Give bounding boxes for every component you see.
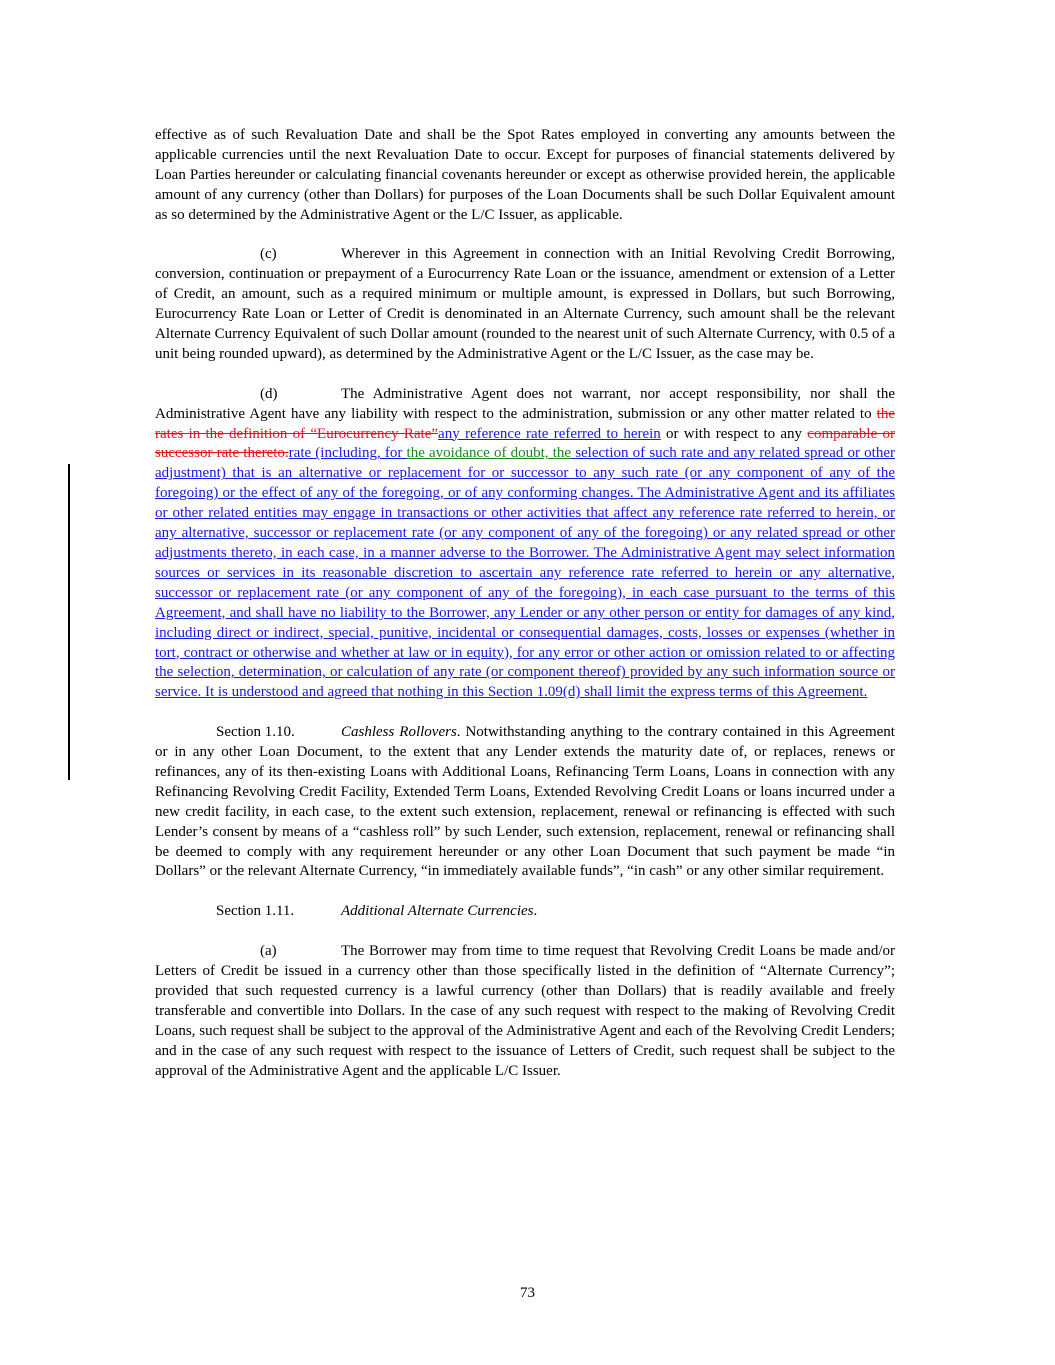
paragraph-d-label: (d) [260, 385, 278, 402]
inserted-text-3: the avoidance of doubt, the [406, 445, 572, 462]
paragraph-d [155, 385, 895, 704]
paragraph-a-text: The Borrower may from time to time request that Revolving Credit Loans be made and/or Letters of Credit be issued in a currency other than those specifically listed in the definition of “Alternate Currency”; provided that such requested currency is a lawful currency (other than Dollars) that is readily available and freely transferable and convertible into Dollars. In the case of any such request with respect to the making of Revolving Credit Loans, such request shall be subject to the approval of the Administrative Agent and each of the Revolving Credit Lenders; and in the case of any such request with respect to the issuance of Letters of Credit, such request shall be subject to the approval of the Administrative Agent and the applicable L/C Issuer. [155, 943, 895, 1079]
paragraph-a [155, 942, 895, 1081]
section-1-10 [155, 723, 895, 882]
section-1-10-text: . Notwithstanding anything to the contrary contained in this Agreement or in any other Loan Document, to the extent that any Lender extends the maturity date of, or replaces, renews or refinances, any of its then-existing Loans with Additional Loans, Refinancing Term Loans, Loans in connection with any Refinancing Revolving Credit Facility, Extended Term Loans, Extended Revolving Credit Loans or loans incurred under a new credit facility, in each case, to the extent such extension, replacement, renewal or refinancing is effected with such Lender’s consent by means of a “cashless roll” by such Lender, such extension, replacement, renewal or refinancing shall be deemed to comply with any requirement hereunder or any other Loan Document that such payment be made “in Dollars” or the relevant Alternate Currency, “in immediately available funds”, “in cash” or any other similar requirement. [155, 724, 895, 880]
change-bar [68, 464, 70, 780]
inserted-text-4: selection of such rate and any related spread or other adjustment) that is an alternative or replacement for or successor to any such rate (or any component of any of the foregoing) or the effect of any of the foregoing, or of any conforming changes. The Administrative Agent and its affiliates or other related entities may engage in transactions or other activities that affect any reference rate referred to herein, or any alternative, successor or replacement rate (or any component of any of the foregoing) or any related spread or other adjustments thereto, in each case, in a manner adverse to the Borrower. The Administrative Agent may select information sources or services in its reasonable discretion to ascertain any reference rate referred to herein or any alternative, successor or replacement rate (or any component of any of the foregoing), in each case pursuant to the terms of this Agreement, and shall have no liability to the Borrower, any Lender or any other person or entity for damages of any kind, including direct or indirect, special, punitive, incidental or consequential damages, costs, losses or expenses (whether in tort, contract or otherwise and whether at law or in equity), for any error or other action or omission related to or affecting the selection, determination, or calculation of any rate (or component thereof) provided by any such information source or service. It is understood and agreed that nothing in this Section 1.09(d) shall limit the express terms of this Agreement. [155, 445, 895, 701]
document-page [155, 126, 895, 1101]
paragraph-a-label: (a) [260, 943, 277, 960]
inserted-text-2: rate (including, for [288, 445, 407, 462]
section-1-11-title: Additional Alternate Currencies [341, 903, 534, 920]
paragraph-c-text: Wherever in this Agreement in connection with an Initial Revolving Credit Borrowing, conversion, continuation or prepayment of a Eurocurrency Rate Loan or the issuance, amendment or extension of a Letter of Credit, an amount, such as a required minimum or multiple amount, is expressed in Dollars, but such Borrowing, Eurocurrency Rate Loan or Letter of Credit is denominated in an Alternate Currency, such amount shall be the relevant Alternate Currency Equivalent of such Dollar amount (rounded to the nearest unit of such Alternate Currency, with 0.5 of a unit being rounded upward), as determined by the Administrative Agent or the L/C Issuer, as the case may be. [155, 246, 895, 362]
deleted-text-2: comparable or successor rate thereto. [155, 425, 895, 462]
paragraph-c [155, 245, 895, 364]
paragraph-c-label: (c) [260, 246, 277, 263]
deleted-text-1: the rates in the definition of “Eurocurrency Rate” [155, 405, 895, 442]
section-1-11-number: Section 1.11. [216, 903, 295, 920]
section-1-10-title: Cashless Rollovers [341, 724, 457, 741]
section-1-11 [155, 902, 895, 922]
section-1-10-number: Section 1.10. [216, 724, 295, 741]
paragraph-d-text-2: or with respect to any [660, 425, 808, 442]
continuation-text: effective as of such Revaluation Date and shall be the Spot Rates employed in converting any amounts between the applicable currencies until the next Revaluation Date to occur. Except for purposes of financial statements delivered by Loan Parties hereunder or calculating financial covenants hereunder or except as otherwise provided herein, the applicable amount of any currency (other than Dollars) for purposes of the Loan Documents shall be such Dollar Equivalent amount as so determined by the Administrative Agent or the L/C Issuer, as applicable. [155, 127, 895, 223]
section-1-11-period: . [533, 903, 538, 920]
paragraph-continuation [155, 126, 895, 226]
paragraph-d-text-1: The Administrative Agent does not warrant, nor accept responsibility, nor shall the Administrative Agent have any liability with respect to the administration, submission or any other matter related to [155, 385, 895, 422]
page-number: 73 [520, 1285, 535, 1301]
inserted-text-1: any reference rate referred to herein [438, 425, 661, 442]
